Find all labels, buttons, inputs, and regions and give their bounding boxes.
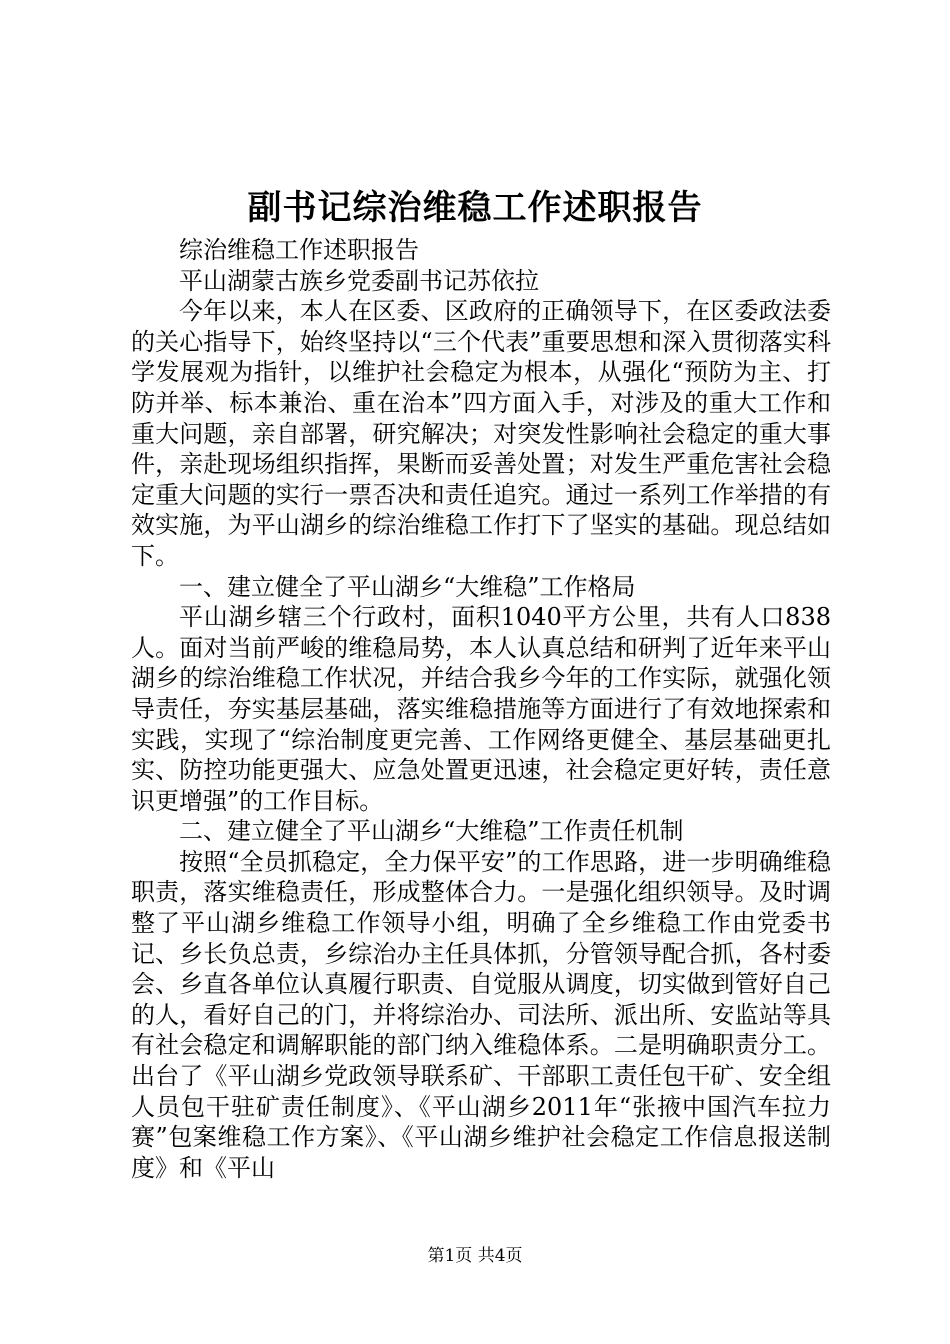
document-body (131, 235, 831, 1183)
section-heading-1: 一、建立健全了平山湖乡“大维稳”工作格局 (179, 572, 636, 601)
page-number-footer: 第1页 共4页 (427, 1246, 523, 1266)
paragraph-intro: 今年以来，本人在区委、区政府的正确领导下，在区委政法委的关心指导下，始终坚持以“三个代表”重要思想和深入贯彻落实科学发展观为指针，以维护社会稳定为根本，从强化“预防为主、打防并举、标本兼治、重在治本”四方面入手，对涉及的重大工作和重大问题，亲自部署，研究解决；对突发性影响社会稳定的重大事件，亲赴现场组织指挥，果断而妥善处置；对发生严重危害社会稳定重大问题的实行一票否决和责任追究。通过一系列工作举措的有效实施，为平山湖乡的综治维稳工作打下了坚实的基础。现总结如下。 (131, 297, 831, 570)
section-heading-2: 二、建立健全了平山湖乡“大维稳”工作责任机制 (179, 817, 684, 846)
paragraph-section-1: 平山湖乡辖三个行政村，面积1040平方公里，共有人口838人。面对当前严峻的维稳局势，本人认真总结和研判了近年来平山湖乡的综治维稳工作状况，并结合我乡今年的工作实际，就强化领导责任，夯实基层基础，落实维稳措施等方面进行了有效地探索和实践，实现了“综治制度更完善、工作网络更健全、基层基础更扎实、防控功能更强大、应急处置更迅速，社会稳定更好转，责任意识更增强”的工作目标。 (131, 603, 831, 815)
paragraph-author: 平山湖蒙古族乡党委副书记苏依拉 (179, 266, 539, 295)
document-title: 副书记综治维稳工作述职报告 (247, 188, 703, 228)
paragraph-subtitle: 综治维稳工作述职报告 (179, 236, 419, 264)
paragraph-section-2: 按照“全员抓稳定，全力保平安”的工作思路，进一步明确维稳职责，落实维稳责任，形成整体合力。一是强化组织领导。及时调整了平山湖乡维稳工作领导小组，明确了全乡维稳工作由党委书记、乡长负总责，乡综治办主任具体抓，分管领导配合抓，各村委会、乡直各单位认真履行职责、自觉服从调度，切实做到管好自己的人，看好自己的门，并将综治办、司法所、派出所、安监站等具有社会稳定和调解职能的部门纳入维稳体系。二是明确职责分工。出台了《平山湖乡党政领导联系矿、干部职工责任包干矿、安全组人员包干驻矿责任制度》、《平山湖乡2011年“张掖中国汽车拉力赛”包案维稳工作方案》、《平山湖乡维护社会稳定工作信息报送制度》和《平山 (131, 847, 831, 1182)
